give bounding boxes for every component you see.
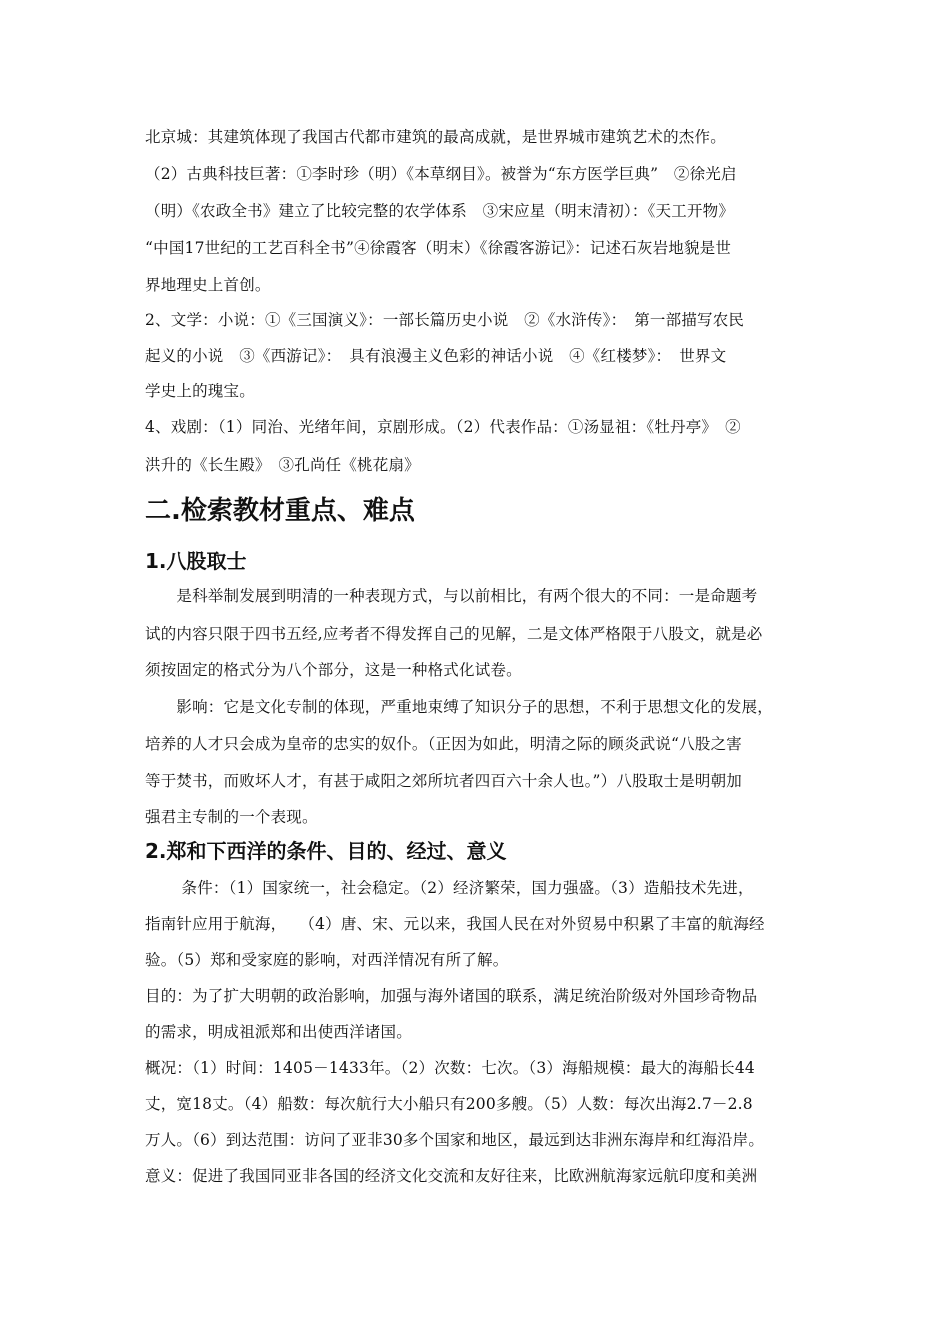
text-line: 试的内容只限于四书五经,应考者不得发挥自己的见解，二是文体严格限于八股文，就是必 xyxy=(145,625,763,643)
text-line: 界地理史上首创。 xyxy=(145,276,271,294)
text-line: 洪升的《长生殿》 ③孔尚任《桃花扇》 xyxy=(145,456,420,474)
text-line: 丈，宽18丈。（4）船数：每次航行大小船只有200多艘。（5）人数：每次出海2.7－2.8 xyxy=(145,1095,753,1113)
text-line: 是科举制发展到明清的一种表现方式，与以前相比，有两个很大的不同：一是命题考 xyxy=(145,587,758,605)
text-line: 意义：促进了我国同亚非各国的经济文化交流和友好往来，比欧洲航海家远航印度和美洲 xyxy=(145,1167,758,1185)
text-line: 指南针应用于航海， （4）唐、宋、元以来，我国人民在对外贸易中积累了丰富的航海经 xyxy=(145,915,765,933)
text-line: 概况：（1）时间：1405－1433年。（2）次数：七次。（3）海船规模：最大的海船长44 xyxy=(145,1059,755,1077)
section-heading: 二.检索教材重点、难点 xyxy=(145,496,415,526)
text-line: 培养的人才只会成为皇帝的忠实的奴仆。（正因为如此，明清之际的顾炎武说“八股之害 xyxy=(145,735,742,753)
text-line: 强君主专制的一个表现。 xyxy=(145,808,318,826)
text-line: 条件：（1）国家统一，社会稳定。（2）经济繁荣，国力强盛。（3）造船技术先进， xyxy=(145,879,754,897)
text-line: 影响：它是文化专制的体现，严重地束缚了知识分子的思想，不利于思想文化的发展， xyxy=(145,698,774,716)
text-line: 北京城：其建筑体现了我国古代都市建筑的最高成就，是世界城市建筑艺术的杰作。 xyxy=(145,128,726,146)
text-line: 验。（5）郑和受家庭的影响，对西洋情况有所了解。 xyxy=(145,951,509,969)
text-line: 目的：为了扩大明朝的政治影响，加强与海外诸国的联系，满足统治阶级对外国珍奇物品 xyxy=(145,987,758,1005)
subsection-heading: 2.郑和下西洋的条件、目的、经过、意义 xyxy=(145,839,507,863)
text-line: 4、戏剧：（1）同治、光绪年间，京剧形成。（2）代表作品：①汤显祖：《牡丹亭》 ② xyxy=(145,418,741,436)
text-line: 须按固定的格式分为八个部分，这是一种格式化试卷。 xyxy=(145,661,522,679)
text-line: 起义的小说 ③《西游记》： 具有浪漫主义色彩的神话小说 ④《红楼梦》： 世界文 xyxy=(145,347,727,365)
text-line: 万人。（6）到达范围：访问了亚非30多个国家和地区，最远到达非洲东海岸和红海沿岸。 xyxy=(145,1131,765,1149)
text-line: “中国17世纪的工艺百科全书”④徐霞客（明末）《徐霞客游记》：记述石灰岩地貌是世 xyxy=(145,239,732,257)
text-line: （2）古典科技巨著：①李时珍（明）《本草纲目》。被誉为“东方医学巨典” ②徐光启 xyxy=(145,165,737,183)
text-line: 等于焚书，而败坏人才，有甚于咸阳之郊所坑者四百六十余人也。”）八股取士是明朝加 xyxy=(145,772,742,790)
text-line: （明）《农政全书》建立了比较完整的农学体系 ③宋应星（明末清初）：《天工开物》 xyxy=(145,202,735,220)
subsection-heading: 1.八股取士 xyxy=(145,549,247,573)
text-line: 学史上的瑰宝。 xyxy=(145,382,255,400)
text-line: 的需求，明成祖派郑和出使西洋诸国。 xyxy=(145,1023,412,1041)
text-line: 2、文学：小说：①《三国演义》：一部长篇历史小说 ②《水浒传》： 第一部描写农民 xyxy=(145,311,745,329)
